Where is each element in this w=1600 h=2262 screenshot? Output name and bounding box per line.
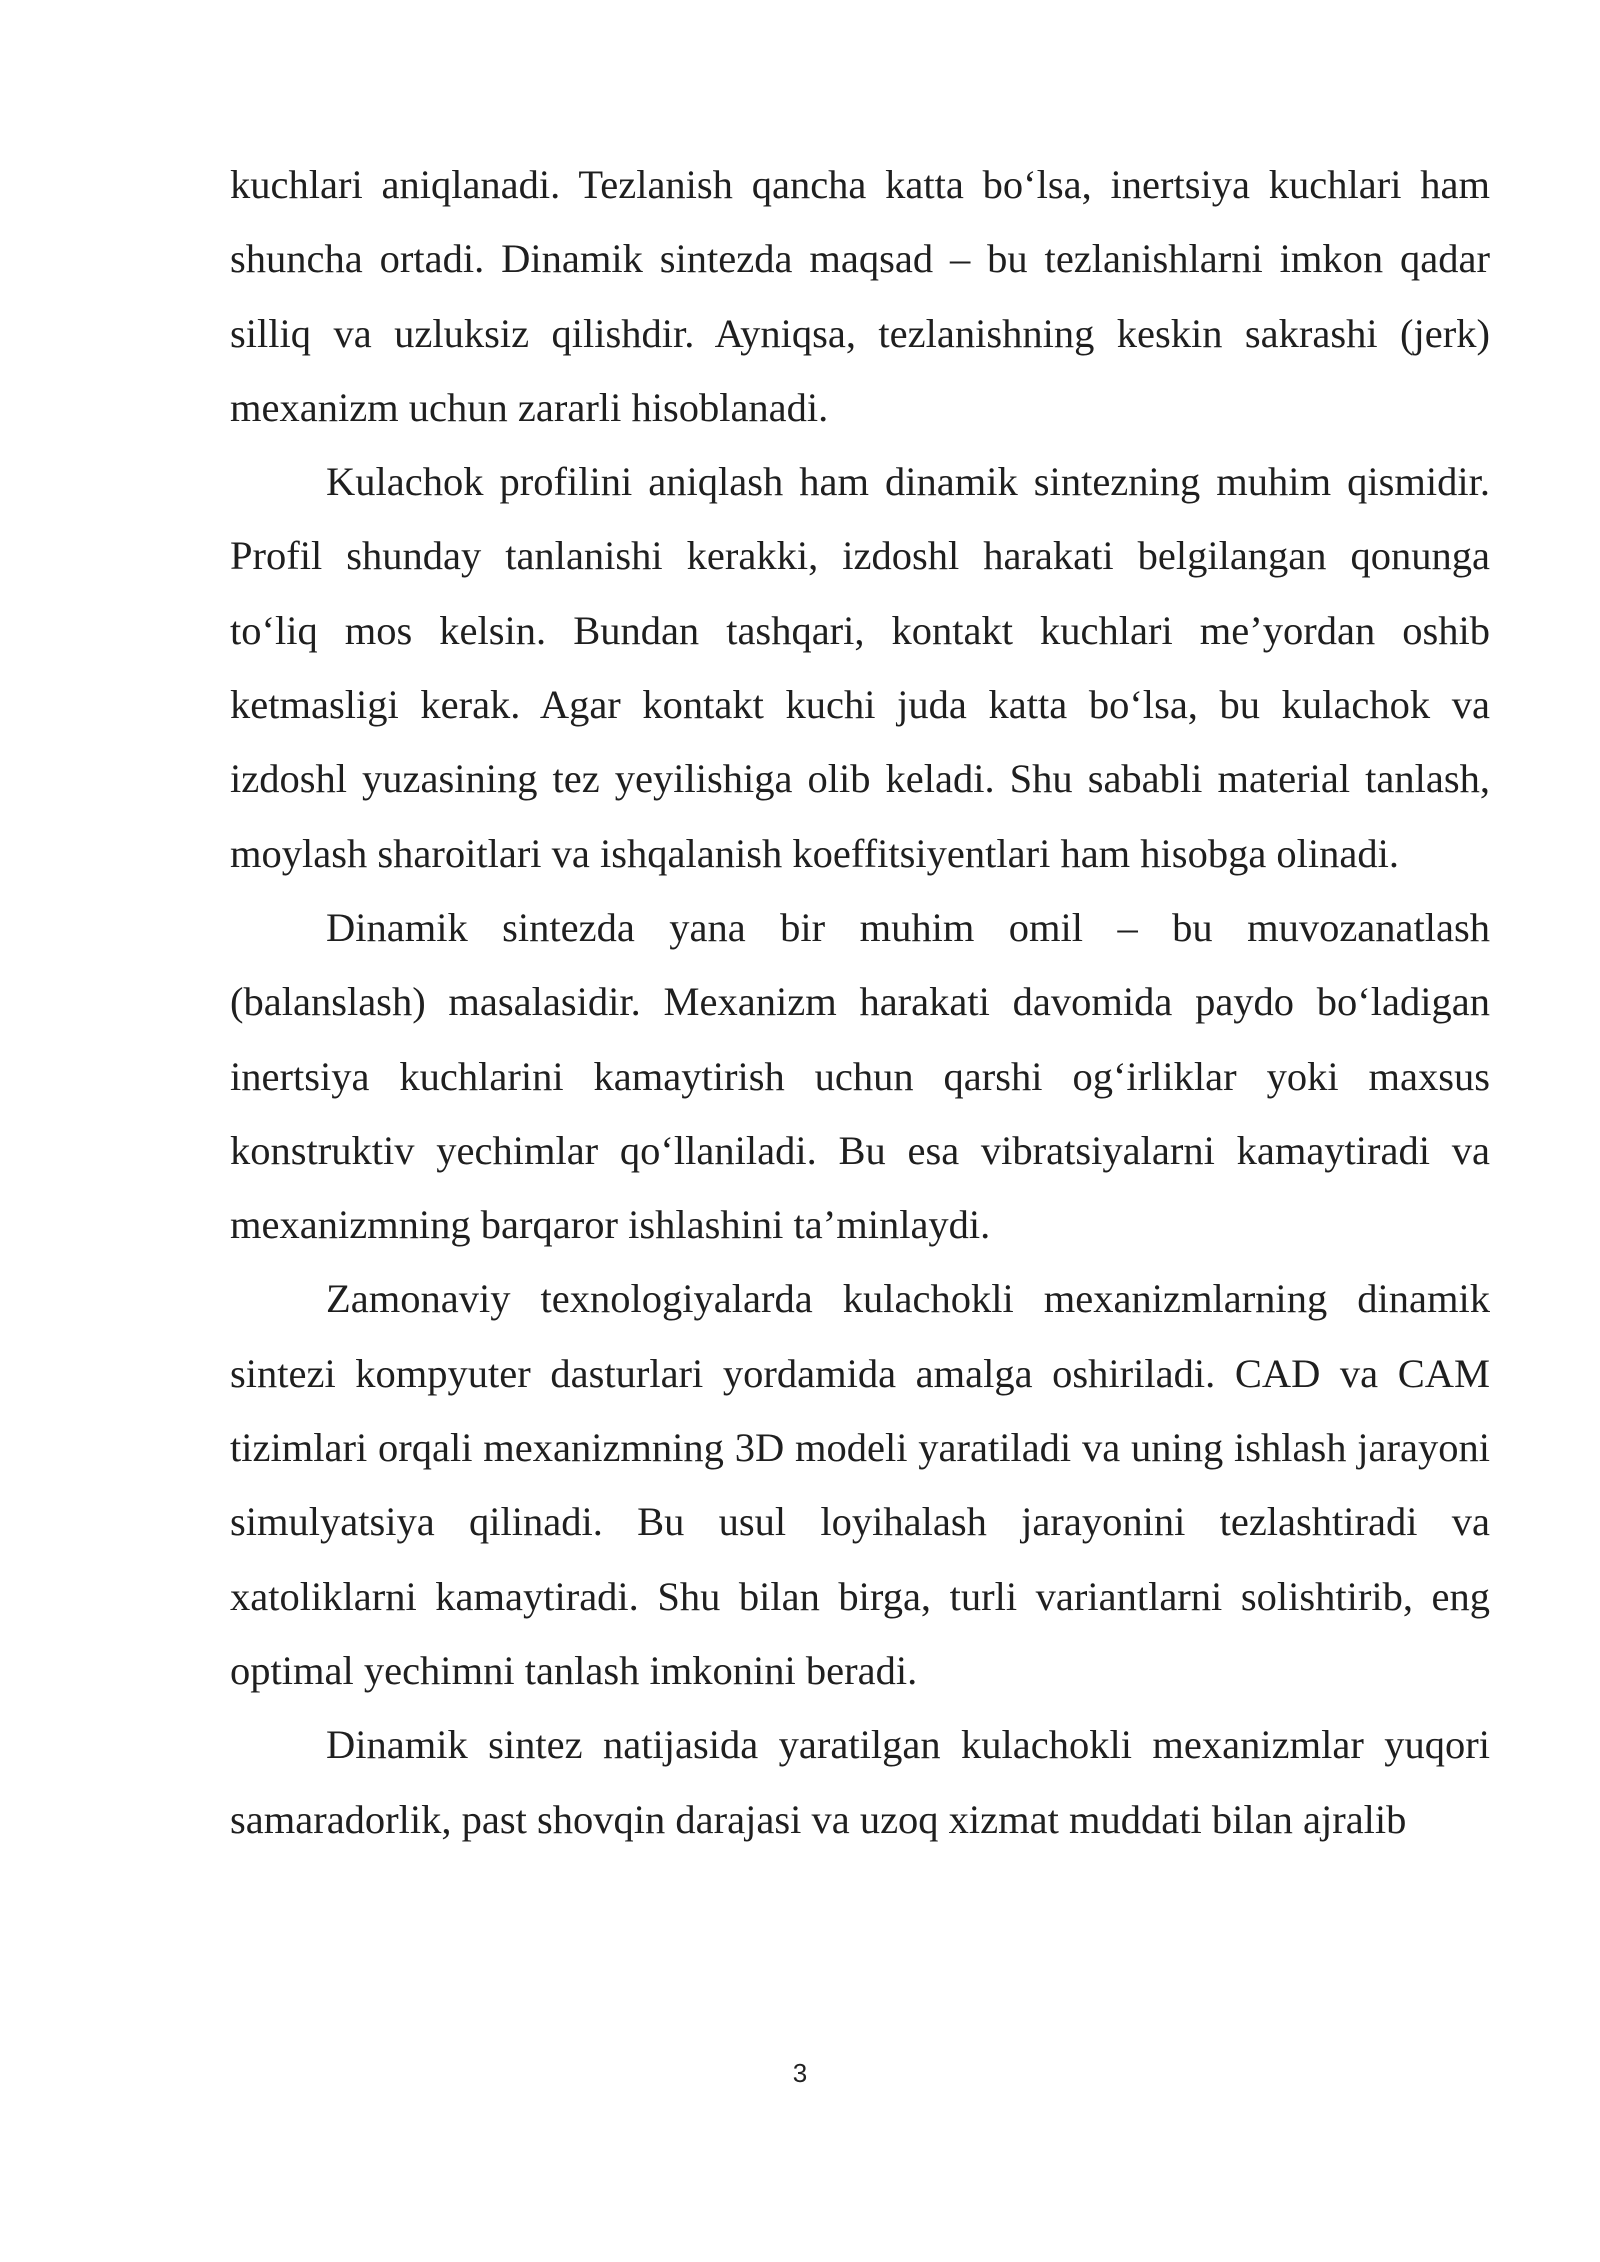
paragraph-4: Zamonaviy texnologiyalarda kulachokli mexanizmlarning dinamik sintezi kompyuter dasturlari yordamida amalga oshiriladi. CAD va CAM tizimlari orqali mexanizmning 3D modeli yaratiladi va uning ishlash jarayoni simulyatsiya qilinadi. Bu usul loyihalash jarayonini tezlashtiradi va xatoliklarni kamaytiradi. Shu bilan birga, turli variantlarni solishtirib, eng optimal yechimni tanlash imkonini beradi. (230, 1276, 1490, 1693)
document-body (230, 148, 1490, 1857)
paragraph-3: Dinamik sintezda yana bir muhim omil – bu muvozanatlash (balanslash) masalasidir. Mexanizm harakati davomida paydo bo‘ladigan inertsiya kuchlarini kamaytirish uchun qarshi og‘irliklar yoki maxsus konstruktiv yechimlar qo‘llaniladi. Bu esa vibratsiyalarni kamaytiradi va mexanizmning barqaror ishlashini ta’minlaydi. (230, 904, 1490, 1248)
paragraph-1: kuchlari aniqlanadi. Tezlanish qancha katta bo‘lsa, inertsiya kuchlari ham shuncha ortadi. Dinamik sintezda maqsad – bu tezlanishlarni imkon qadar silliq va uzluksiz qilishdir. Ayniqsa, tezlanishning keskin sakrashi (jerk) mexanizm uchun zararli hisoblanadi. (230, 162, 1490, 430)
paragraph-5: Dinamik sintez natijasida yaratilgan kulachokli mexanizmlar yuqori samaradorlik, past shovqin darajasi va uzoq xizmat muddati bilan ajralib (230, 1722, 1490, 1842)
paragraph-2: Kulachok profilini aniqlash ham dinamik sintezning muhim qismidir. Profil shunday tanlanishi kerakki, izdoshl harakati belgilangan qonunga to‘liq mos kelsin. Bundan tashqari, kontakt kuchlari me’yordan oshib ketmasligi kerak. Agar kontakt kuchi juda katta bo‘lsa, bu kulachok va izdoshl yuzasining tez yeyilishiga olib keladi. Shu sababli material tanlash, moylash sharoitlari va ishqalanish koeffitsiyentlari ham hisobga olinadi. (230, 459, 1490, 876)
page-number: 3 (792, 2058, 808, 2088)
